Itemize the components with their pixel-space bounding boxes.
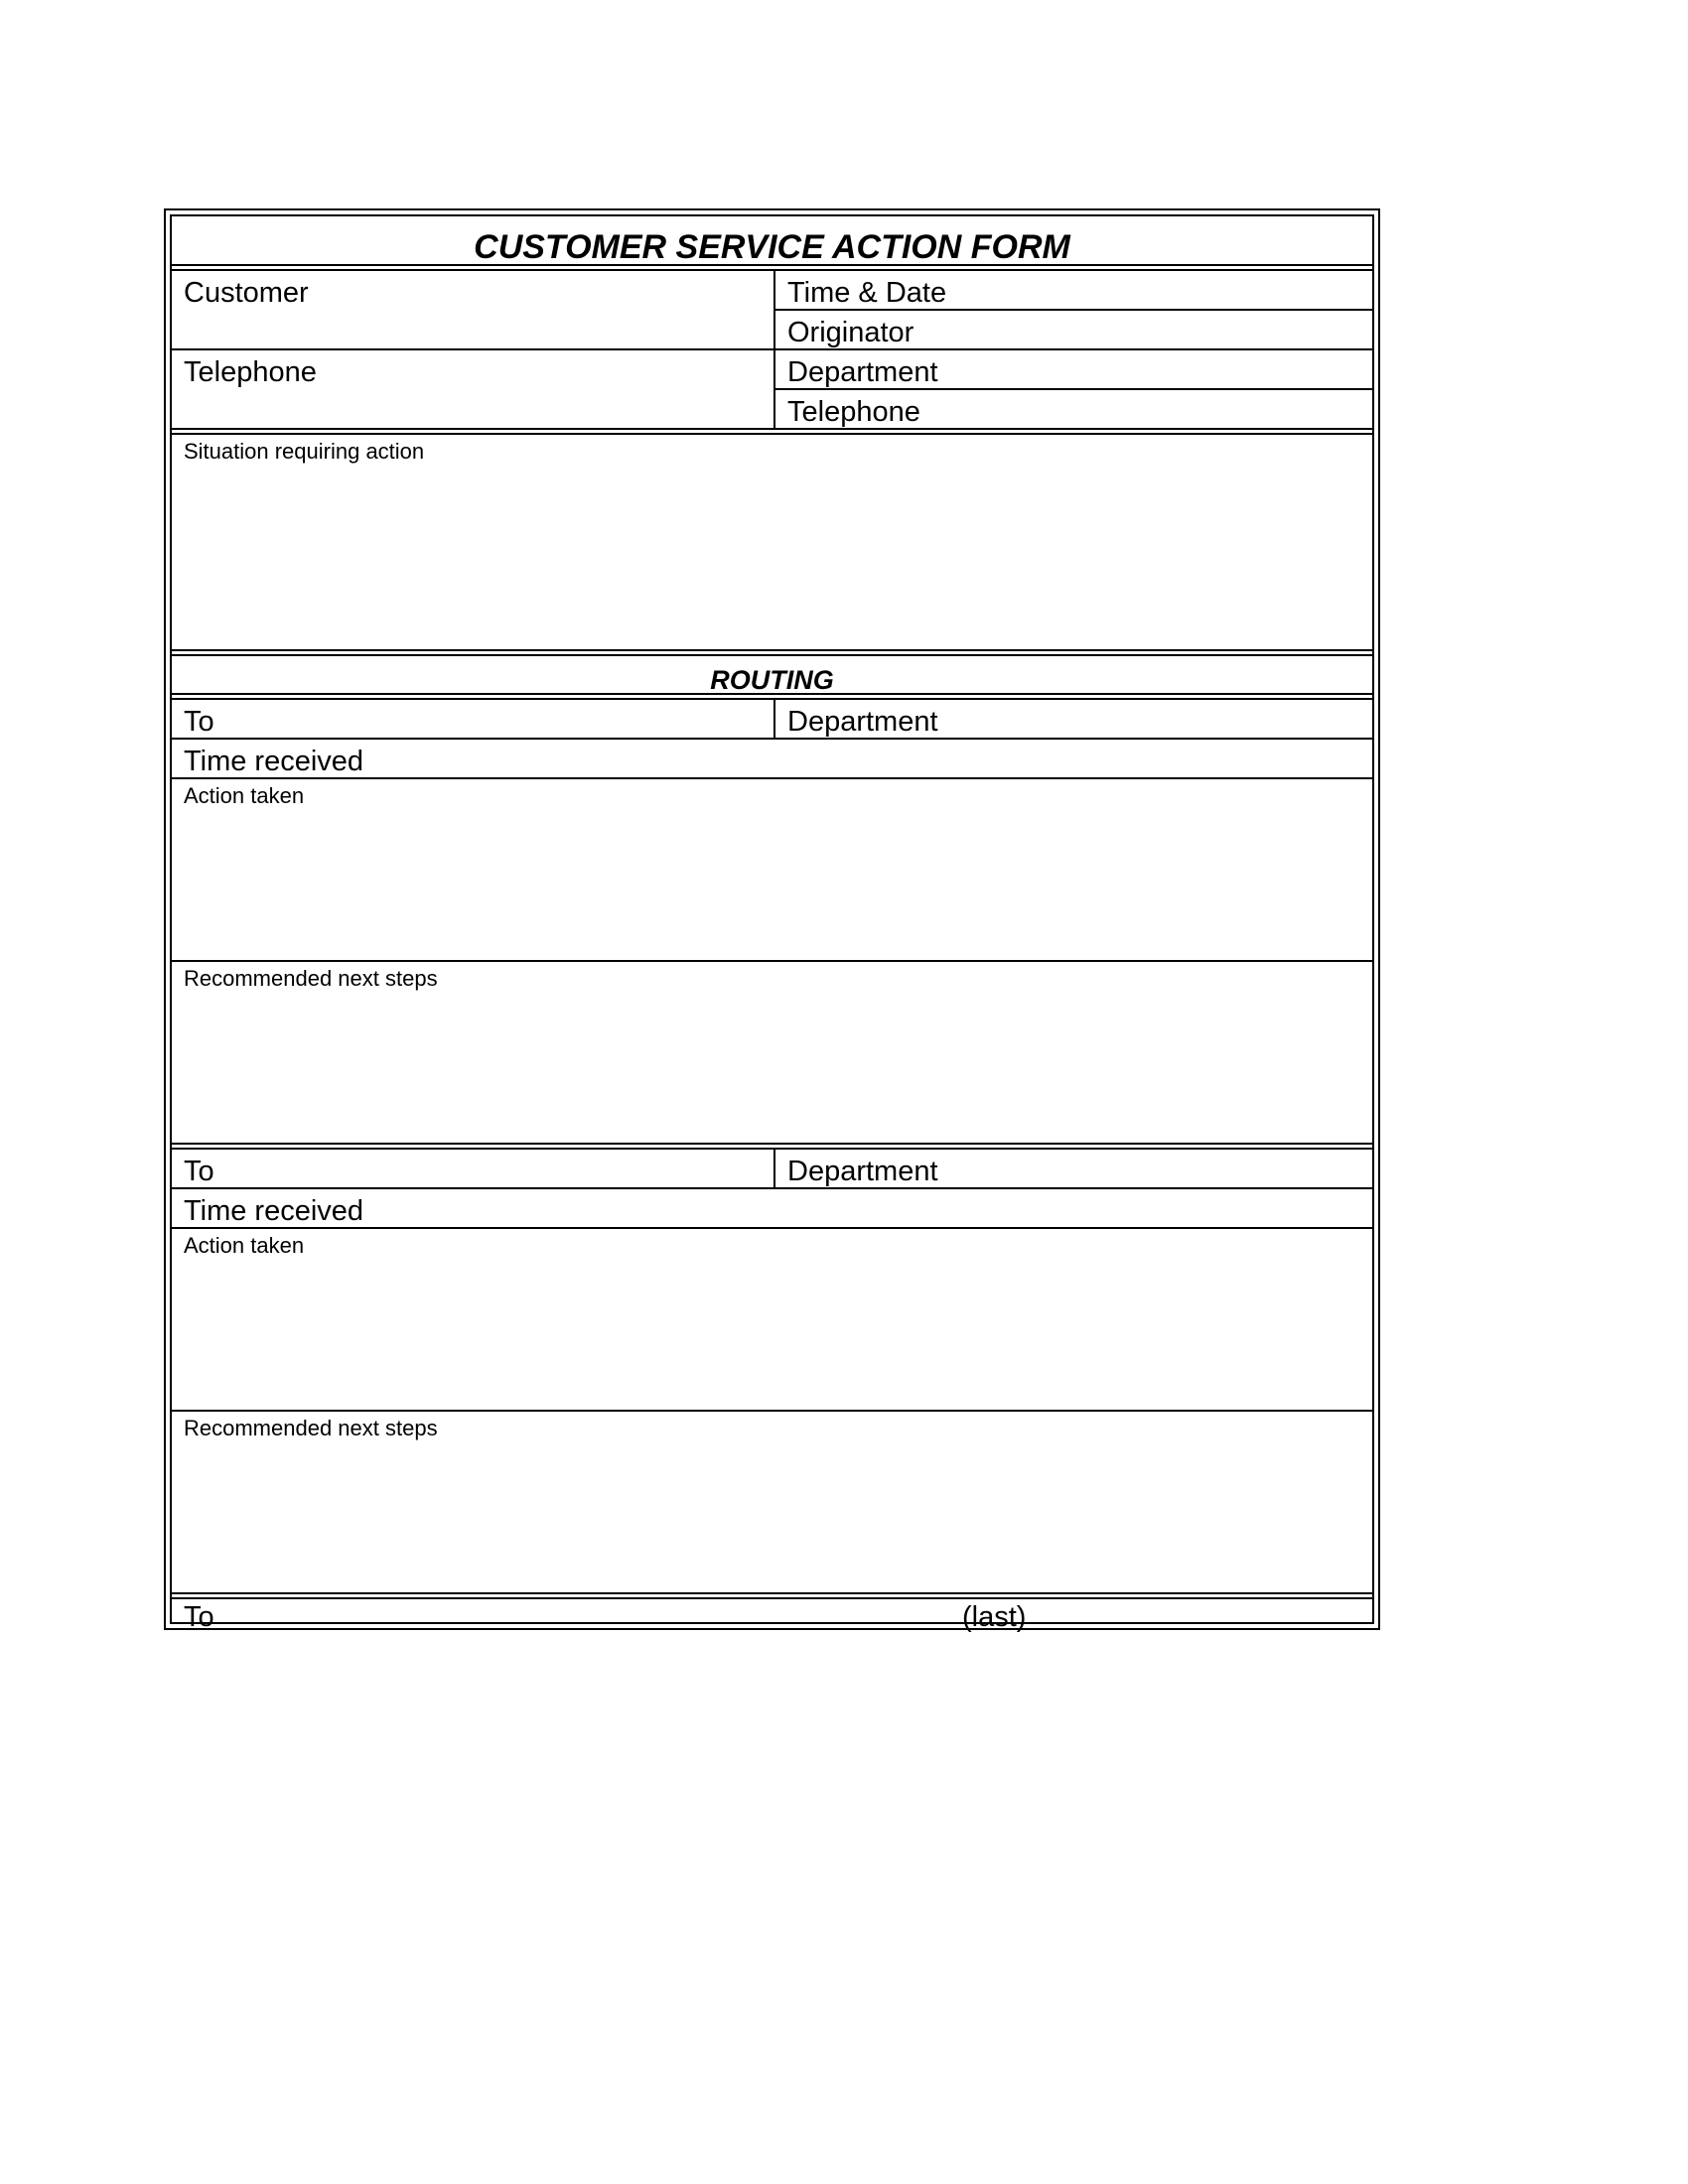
routing-2-department-field[interactable] — [775, 1150, 1372, 1187]
final-to-field[interactable] — [172, 1599, 1372, 1633]
routing-1-to-field[interactable] — [172, 700, 774, 738]
originator-telephone-label: Telephone — [787, 396, 920, 428]
customer-telephone-field[interactable] — [172, 350, 774, 428]
divider — [172, 264, 1372, 266]
routing-2-to-label: To — [184, 1156, 214, 1187]
routing-1-to-label: To — [184, 706, 214, 738]
divider — [172, 348, 774, 350]
routing-2-next-steps-label: Recommended next steps — [184, 1416, 438, 1440]
time-date-label: Time & Date — [787, 277, 947, 309]
divider — [172, 428, 1372, 430]
routing-2-to-field[interactable] — [172, 1150, 774, 1187]
originator-telephone-field[interactable] — [775, 390, 1372, 428]
divider — [172, 654, 1372, 656]
routing-heading: ROUTING — [710, 665, 834, 695]
routing-1-next-steps-field[interactable] — [172, 962, 1372, 1143]
time-date-field[interactable] — [775, 271, 1372, 309]
customer-label: Customer — [184, 277, 309, 309]
divider — [172, 1592, 1372, 1594]
form-inner-frame — [170, 214, 1374, 1633]
originator-field[interactable] — [775, 311, 1372, 348]
routing-2-time-received-label: Time received — [184, 1195, 364, 1227]
routing-1-action-taken-label: Action taken — [184, 783, 305, 808]
routing-1-department-field[interactable] — [775, 700, 1372, 738]
originator-label: Originator — [787, 317, 914, 348]
divider — [172, 1143, 1372, 1145]
routing-1-time-received-field[interactable] — [172, 740, 1372, 777]
routing-1-action-taken-field[interactable] — [172, 779, 1372, 960]
routing-2-action-taken-label: Action taken — [184, 1233, 305, 1258]
routing-1-next-steps-label: Recommended next steps — [184, 966, 438, 991]
originator-department-label: Department — [787, 356, 938, 388]
final-last-label: (last) — [962, 1601, 1027, 1633]
divider — [172, 693, 1372, 695]
customer-telephone-label: Telephone — [184, 356, 317, 388]
routing-1-time-received-label: Time received — [184, 746, 364, 777]
situation-label: Situation requiring action — [184, 439, 425, 464]
routing-1-department-label: Department — [787, 706, 938, 738]
final-to-label: To — [184, 1601, 214, 1633]
routing-2-next-steps-field[interactable] — [172, 1412, 1372, 1592]
routing-2-time-received-field[interactable] — [172, 1189, 1372, 1227]
situation-field[interactable] — [172, 435, 1372, 649]
customer-field[interactable] — [172, 271, 774, 348]
routing-2-action-taken-field[interactable] — [172, 1229, 1372, 1410]
customer-service-action-form — [164, 208, 1380, 1633]
divider — [172, 649, 1372, 651]
originator-department-field[interactable] — [775, 350, 1372, 388]
form-title: CUSTOMER SERVICE ACTION FORM — [474, 228, 1070, 266]
routing-2-department-label: Department — [787, 1156, 938, 1187]
